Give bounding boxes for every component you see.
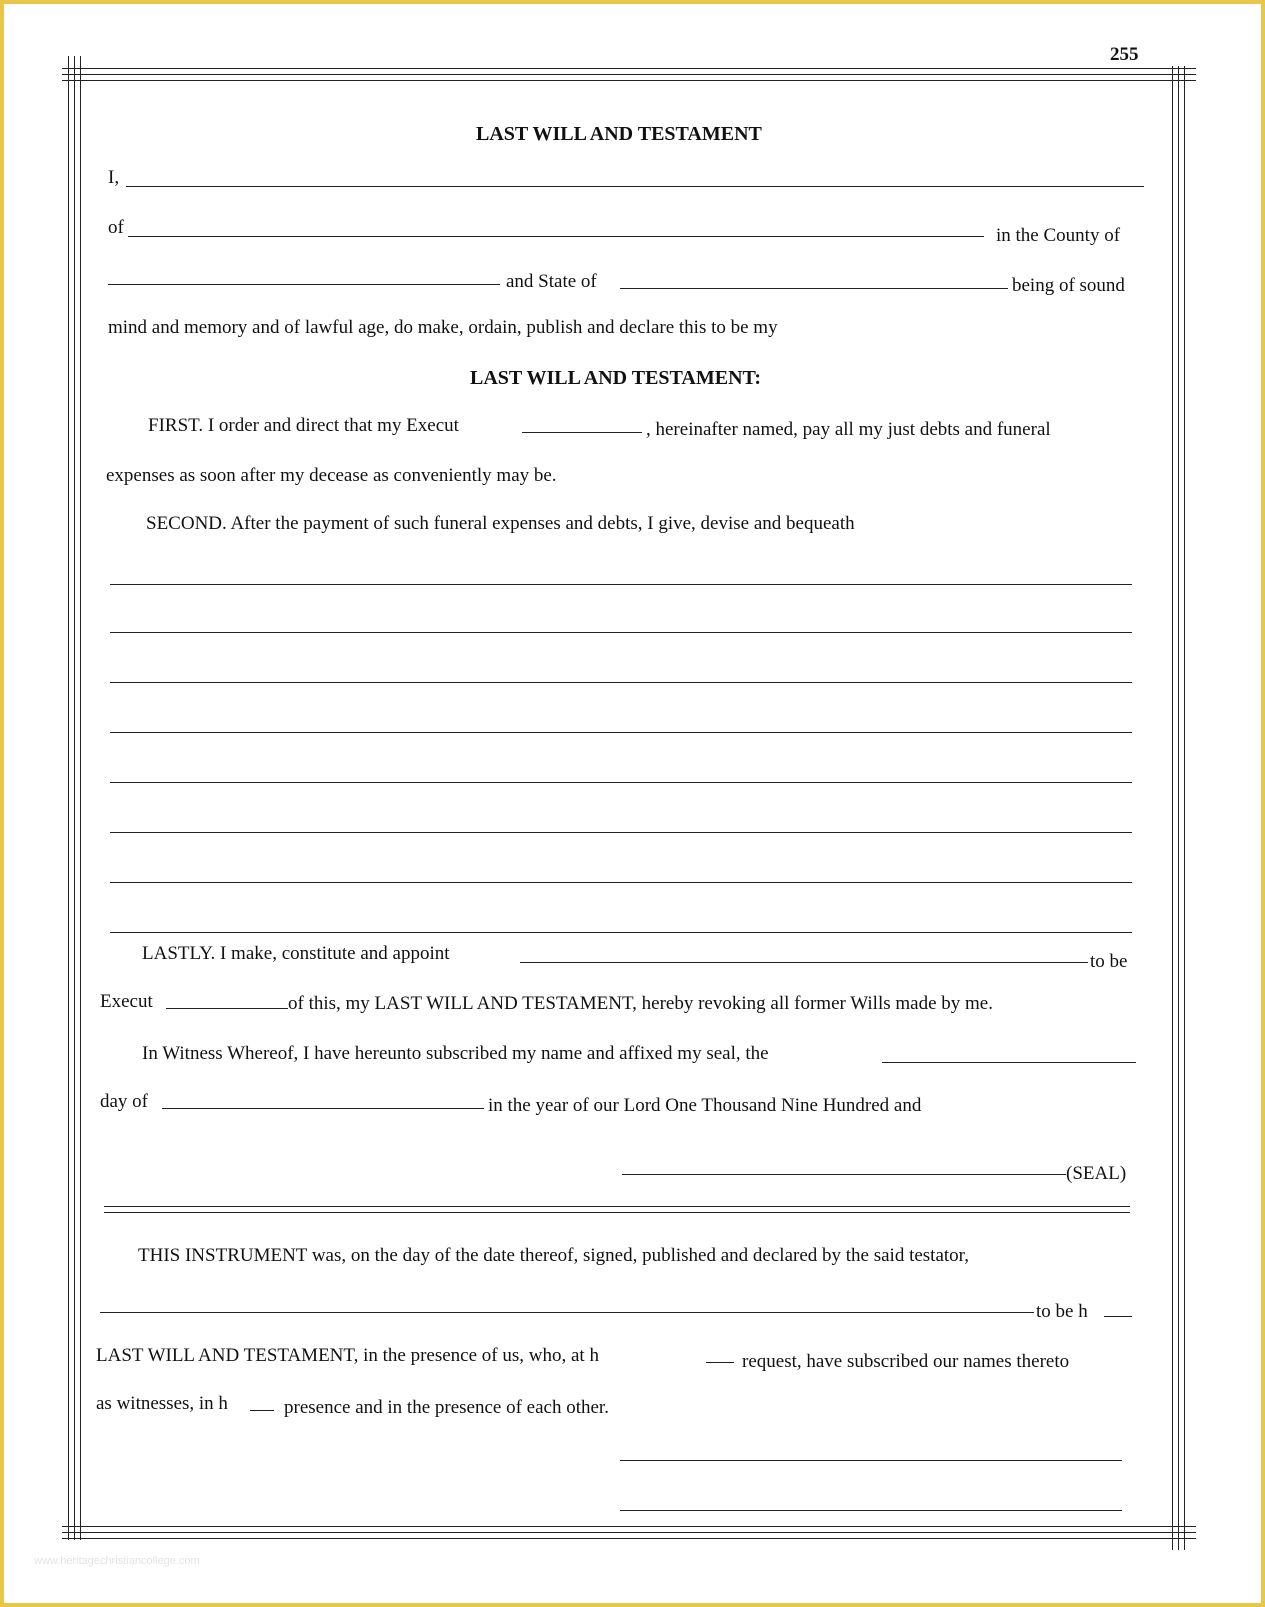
bequest-line[interactable]: [110, 782, 1132, 783]
executor-suffix-field-2[interactable]: [166, 1008, 288, 1009]
execut-label: Execut: [100, 991, 153, 1012]
first-clause-a: FIRST. I order and direct that my Execut: [148, 415, 459, 436]
state-field[interactable]: [620, 288, 1008, 289]
pronoun-field-1[interactable]: [1104, 1316, 1132, 1317]
to-be-h-label: to be h: [1036, 1301, 1088, 1322]
testator-name-field[interactable]: [126, 186, 1144, 187]
label-of: of: [108, 217, 124, 238]
as-witnesses-b: presence and in the presence of each other.: [284, 1397, 609, 1418]
bequest-line[interactable]: [110, 682, 1132, 683]
county-field[interactable]: [108, 284, 500, 285]
section-divider-2: [104, 1212, 1130, 1213]
instrument-clause: THIS INSTRUMENT was, on the day of the date thereof, signed, published and declared by the said testator,: [138, 1245, 969, 1266]
witness-signature-line-2[interactable]: [620, 1510, 1122, 1511]
seal-label: (SEAL): [1066, 1163, 1127, 1184]
testator-name-field-2[interactable]: [100, 1312, 1034, 1313]
first-clause-b: , hereinafter named, pay all my just debts and funeral: [646, 419, 1051, 440]
section-title: LAST WILL AND TESTAMENT:: [470, 367, 762, 389]
testator-signature-field[interactable]: [622, 1174, 1066, 1175]
label-i: I,: [108, 167, 120, 188]
pronoun-field-2[interactable]: [706, 1362, 734, 1363]
day-field[interactable]: [882, 1062, 1136, 1063]
month-field[interactable]: [162, 1108, 484, 1109]
pronoun-field-3[interactable]: [250, 1410, 274, 1411]
watermark: www.heritagechristiancollege.com: [34, 1555, 200, 1567]
bequest-line[interactable]: [110, 932, 1132, 933]
lwt-presence-a: LAST WILL AND TESTAMENT, in the presence of us, who, at h: [96, 1345, 599, 1366]
section-divider: [104, 1206, 1130, 1207]
label-county-of: in the County of: [996, 225, 1121, 246]
lastly-clause-a: LASTLY. I make, constitute and appoint: [142, 943, 450, 964]
document-title: LAST WILL AND TESTAMENT: [476, 123, 762, 145]
appointee-field[interactable]: [520, 962, 1088, 963]
bequest-line[interactable]: [110, 882, 1132, 883]
label-state-of: and State of: [506, 271, 597, 292]
lwt-presence-b: request, have subscribed our names thereto: [742, 1351, 1070, 1372]
page-number: 255: [1110, 44, 1139, 65]
mind-memory-text: mind and memory and of lawful age, do make, ordain, publish and declare this to be my: [108, 317, 778, 338]
bequest-line[interactable]: [110, 732, 1132, 733]
residence-field[interactable]: [128, 236, 984, 237]
year-text: in the year of our Lord One Thousand Nine Hundred and: [488, 1095, 922, 1116]
bequest-line[interactable]: [110, 632, 1132, 633]
bequest-line[interactable]: [110, 584, 1132, 585]
witness-clause: In Witness Whereof, I have hereunto subscribed my name and affixed my seal, the: [142, 1043, 769, 1064]
execut-rest: of this, my LAST WILL AND TESTAMENT, hereby revoking all former Wills made by me.: [288, 993, 993, 1014]
as-witnesses-a: as witnesses, in h: [96, 1393, 228, 1414]
executor-suffix-field[interactable]: [522, 432, 642, 433]
second-clause: SECOND. After the payment of such funeral expenses and debts, I give, devise and bequeath: [146, 513, 855, 534]
lastly-clause-b: to be: [1090, 951, 1128, 972]
witness-signature-line-1[interactable]: [620, 1460, 1122, 1461]
day-of-label: day of: [100, 1091, 149, 1112]
bequest-line[interactable]: [110, 832, 1132, 833]
label-being-of-sound: being of sound: [1012, 275, 1125, 296]
first-clause-c: expenses as soon after my decease as conveniently may be.: [106, 465, 557, 486]
